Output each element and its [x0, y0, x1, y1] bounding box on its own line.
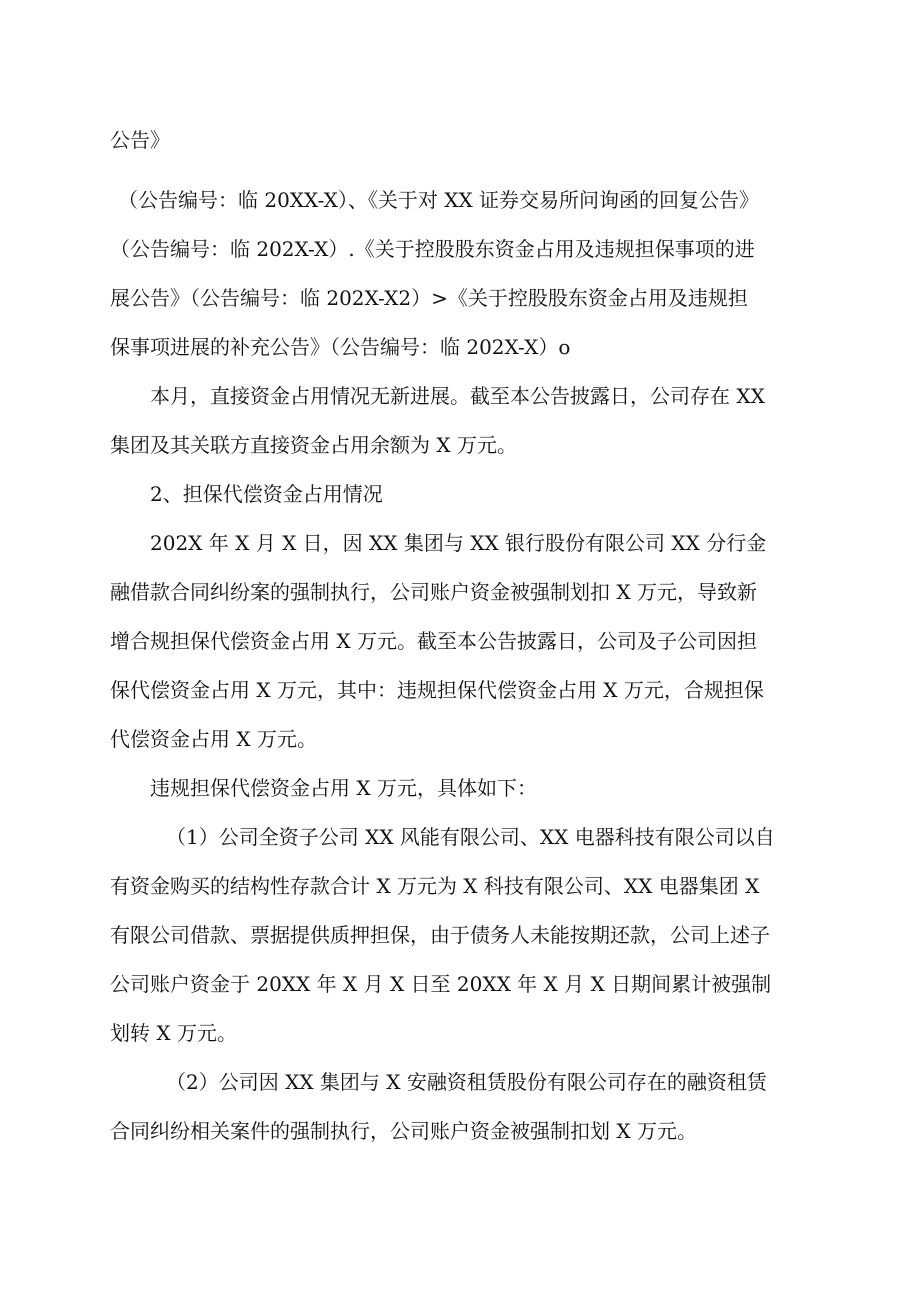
text-line: （公告编号：临 20XX-X）、《关于对 XX 证券交易所问询函的回复公告》 [118, 188, 760, 212]
text-line: 展公告》（公告编号：临 202X-X2）>《关于控股股东资金占用及违规担 [110, 286, 748, 310]
text-line: 有资金购买的结构性存款合计 X 万元为 X 科技有限公司、XX 电器集团 X [110, 874, 760, 898]
text-line: 本月，直接资金占用情况无新进展。截至本公告披露日，公司存在 XX [150, 384, 765, 408]
list-item: （2）公司因 XX 集团与 X 安融资租赁股份有限公司存在的融资租赁 [166, 1070, 767, 1094]
text-line: 公司账户资金于 20XX 年 X 月 X 日至 20XX 年 X 月 X 日期间累计被强制 [110, 972, 772, 996]
text-line: 违规担保代偿资金占用 X 万元，具体如下： [150, 776, 537, 800]
text-line: 有限公司借款、票据提供质押担保，由于债务人未能按期还款，公司上述子 [110, 923, 770, 947]
text-line: 融借款合同纠纷案的强制执行，公司账户资金被强制划扣 X 万元，导致新 [110, 580, 757, 604]
text-line: 代偿资金占用 X 万元。 [110, 727, 317, 751]
text-line: 合同纠纷相关案件的强制执行，公司账户资金被强制扣划 X 万元。 [110, 1119, 697, 1143]
text-line: 划转 X 万元。 [110, 1021, 237, 1045]
text-line: 202X 年 X 月 X 日，因 XX 集团与 XX 银行股份有限公司 XX 分行金 [150, 531, 767, 555]
text-line: 保事项进展的补充公告》（公告编号：临 202X-X）o [110, 335, 571, 359]
section-heading: 2、担保代偿资金占用情况 [150, 482, 383, 506]
text-line: 公告》 [110, 128, 170, 152]
list-item: （1）公司全资子公司 XX 风能有限公司、XX 电器科技有限公司以自 [166, 825, 775, 849]
text-line: （公告编号：临 202X-X）.《关于控股股东资金占用及违规担保事项的进 [110, 237, 755, 261]
text-line: 集团及其关联方直接资金占用余额为 X 万元。 [110, 433, 517, 457]
text-line: 增合规担保代偿资金占用 X 万元。截至本公告披露日，公司及子公司因担 [110, 629, 757, 653]
text-line: 保代偿资金占用 X 万元，其中：违规担保代偿资金占用 X 万元，合规担保 [110, 678, 764, 702]
